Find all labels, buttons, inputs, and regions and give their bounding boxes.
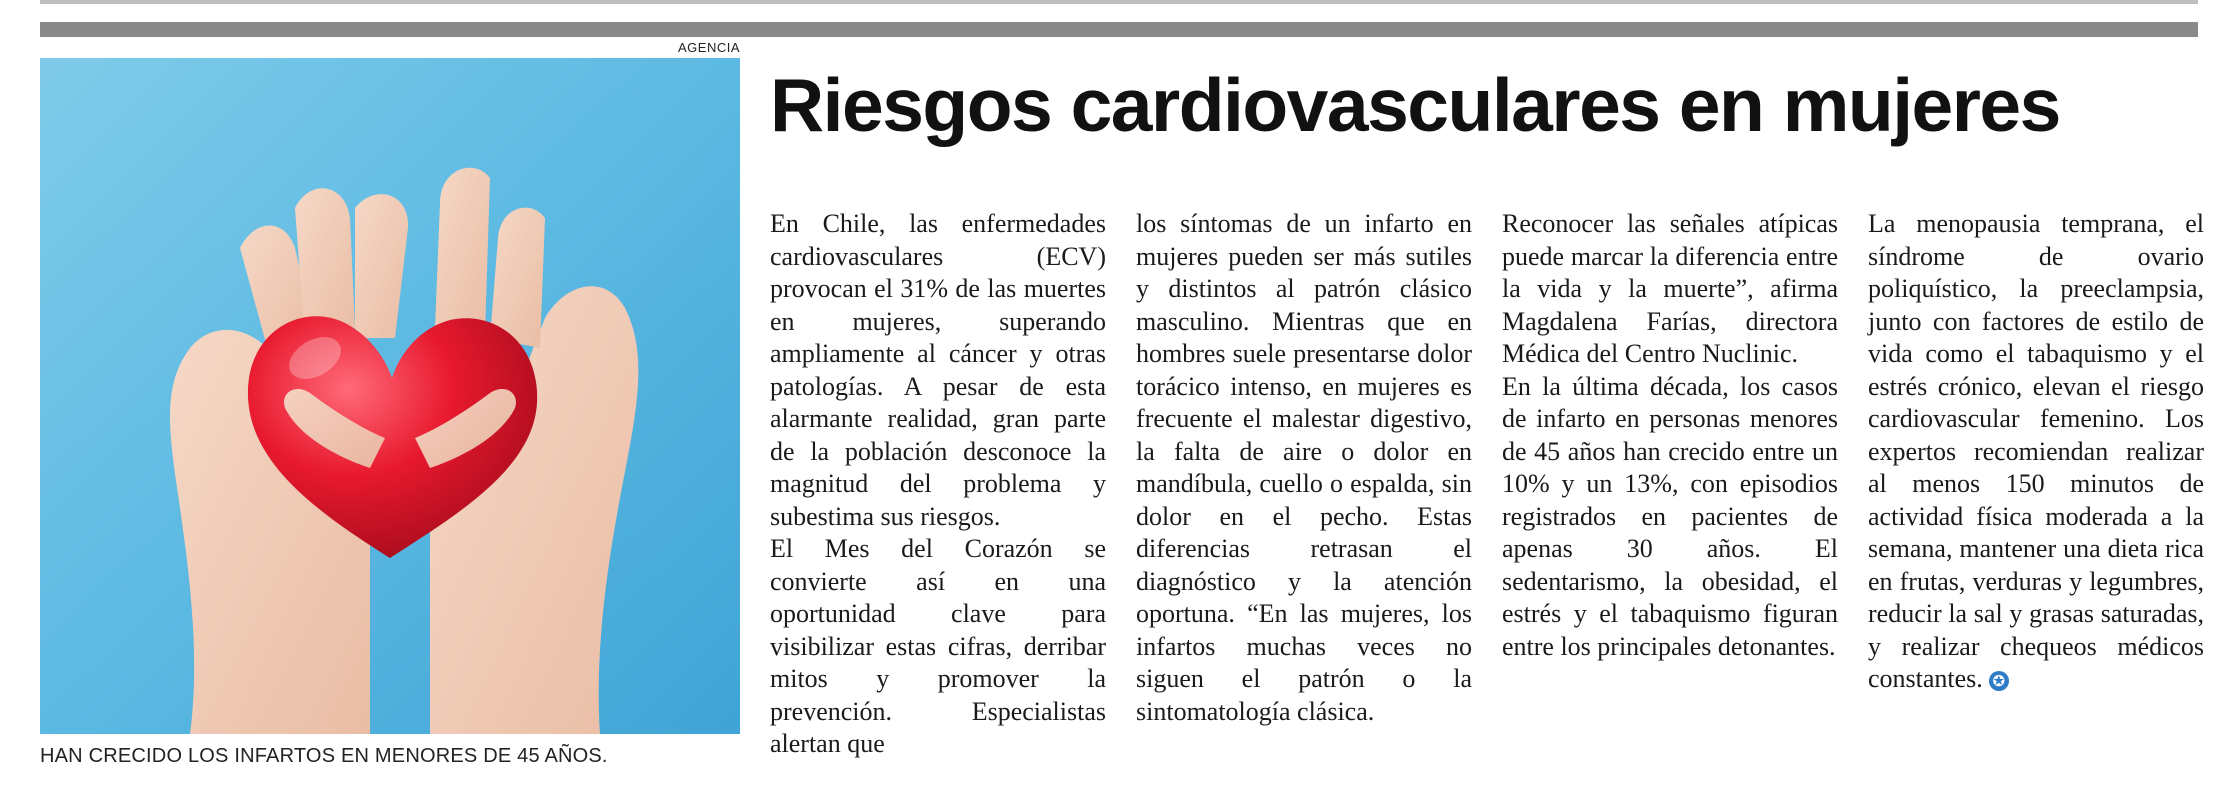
paragraph-final xyxy=(1868,208,2204,696)
article-column-4 xyxy=(1868,208,2204,696)
section-rule xyxy=(40,22,2198,37)
paragraph: El Mes del Corazón se convierte así en una oportunidad clave para visibilizar estas cifras, derribar mitos y promover la prevención. Especialistas alertan que xyxy=(770,534,1106,758)
paragraph: En la última década, los casos de infarto en personas menores de 45 años han crecido entre un 10% y un 13%, con episodios registrados en pacientes de apenas 30 años. El sedentarismo, la obesidad, el estrés y el tabaquismo figuran entre los principales detonantes. xyxy=(1502,371,1838,661)
photo-caption: HAN CRECIDO LOS INFARTOS EN MENORES DE 45 AÑOS. xyxy=(40,745,608,767)
article-column-2 xyxy=(1136,208,1472,728)
paragraph: La menopausia temprana, el síndrome de ovario poliquístico, la preeclampsia, junto con factores de estilo de vida como el tabaquismo y el estrés crónico, elevan el riesgo cardiovascular femenino. Los expertos recomiendan realizar al menos 150 minutos de actividad física moderada a la semana, mantener una dieta rica en frutas, verduras y legumbres, reducir la sal y grasas saturadas, y realizar chequeos médicos constantes. xyxy=(1868,209,2204,693)
circle-end-mark-icon: ✪ xyxy=(1989,671,2009,691)
article-column-3 xyxy=(1502,208,1838,663)
article-column-1 xyxy=(770,208,1106,761)
top-strip xyxy=(40,0,2198,10)
paragraph: En Chile, las enfermedades cardiovasculares (ECV) provocan el 31% de las muertes en mujeres, superando ampliamente al cáncer y otras patologías. A pesar de esta alarmante realidad, gran parte de la población desconoce la magnitud del problema y subestima sus riesgos. xyxy=(770,209,1106,531)
article-headline: Riesgos cardiovasculares en mujeres xyxy=(770,63,2060,147)
paragraph: Reconocer las señales atípicas puede marcar la diferencia entre la vida y la muerte”, afirma Magdalena Farías, directora Médica del Centro Nuclinic. xyxy=(1502,209,1838,368)
paragraph: los síntomas de un infarto en mujeres pueden ser más sutiles y distintos al patrón clásico masculino. Mientras que en hombres suele presentarse dolor torácico intenso, en mujeres es frecuente el malestar digestivo, la falta de aire o dolor en mandíbula, cuello o espalda, sin dolor en el pecho. Estas diferencias retrasan el diagnóstico y la atención oportuna. “En las mujeres, los infartos muchas veces no siguen el patrón o la sintomatología clásica. xyxy=(1136,209,1472,726)
photo-credit: AGENCIA xyxy=(677,40,740,55)
article-photo xyxy=(40,58,740,734)
